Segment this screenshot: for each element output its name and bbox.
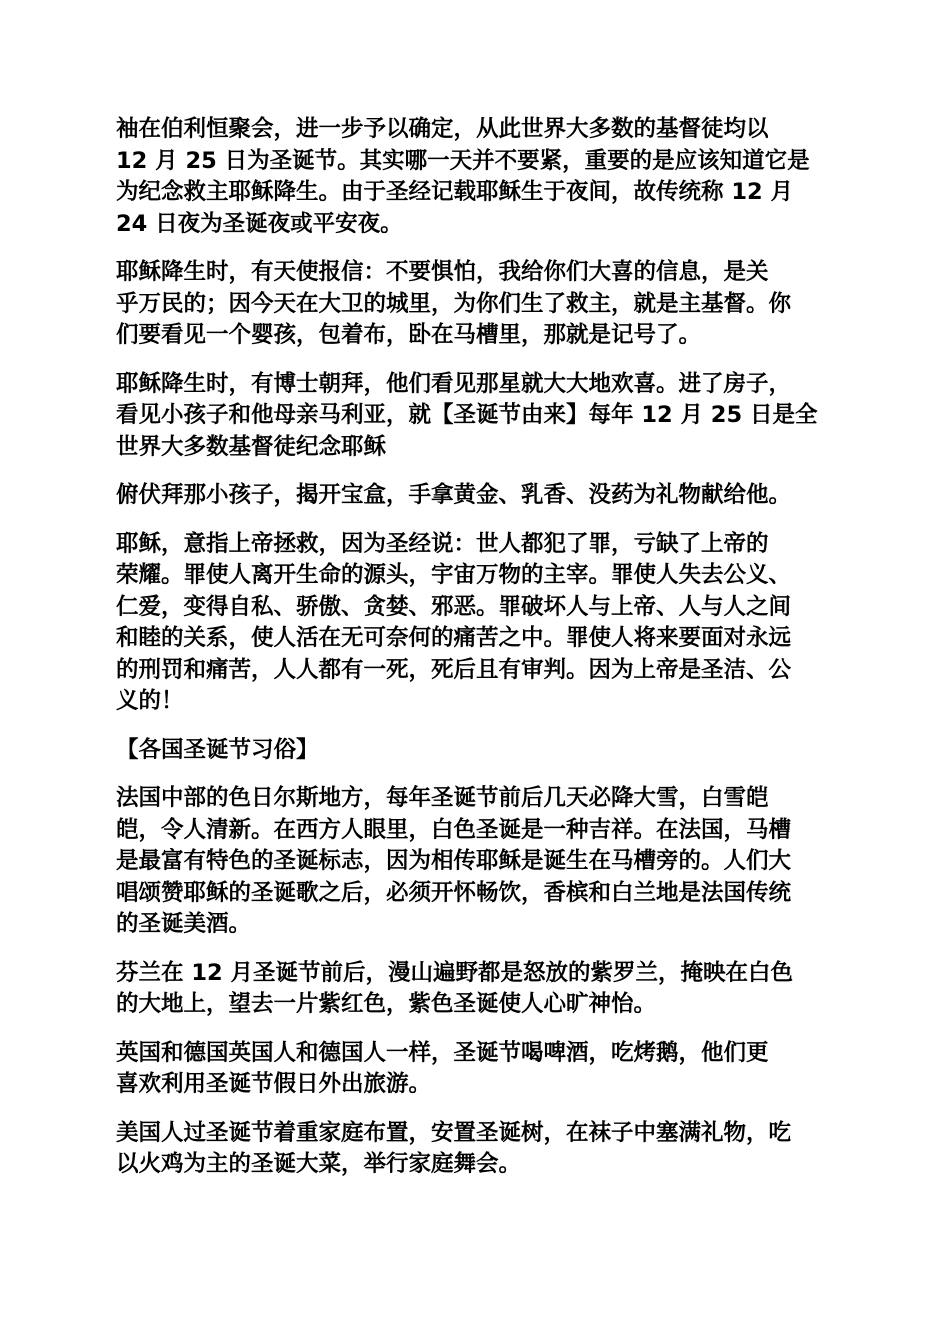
text-line: 唱颂赞耶稣的圣诞歌之后，必须开怀畅饮，香槟和白兰地是法国传统 — [116, 879, 792, 906]
text-line: 【各国圣诞节习俗】 — [116, 736, 319, 763]
paragraph-jesus-meaning — [116, 529, 838, 718]
section-heading-customs — [116, 735, 838, 767]
text-line: 的刑罚和痛苦，人人都有一死，死后且有审判。因为上帝是圣洁、公 — [116, 656, 792, 683]
paragraph-usa — [116, 1118, 838, 1181]
text-line: 英国和德国英国人和德国人一样，圣诞节喝啤酒，吃烤鹅，他们更 — [116, 1039, 769, 1066]
text-line: 是最富有特色的圣诞标志，因为相传耶稣是诞生在马槽旁的。人们大 — [116, 848, 792, 874]
text-line: 和睦的关系，使人活在无可奈何的痛苦之中。罪使人将来要面对永远 — [116, 625, 792, 651]
document-body — [116, 114, 838, 1198]
paragraph-uk-germany — [116, 1038, 838, 1101]
text-line: 仁爱，变得自私、骄傲、贪婪、邪恶。罪破坏人与上帝、人与人之间 — [116, 593, 792, 620]
text-line: 芬兰在 12 月圣诞节前后，漫山遍野都是怒放的紫罗兰，掩映在白色 — [116, 959, 793, 986]
text-line: 耶稣，意指上帝拯救，因为圣经说：世人都犯了罪，亏缺了上帝的 — [116, 530, 769, 557]
text-line: 12 月 25 日为圣诞节。其实哪一天并不要紧，重要的是应该知道它是 — [116, 147, 810, 174]
text-line: 世界大多数基督徒纪念耶稣 — [116, 433, 387, 460]
paragraph-magi — [116, 369, 838, 464]
text-line: 俯伏拜那小孩子，揭开宝盒，手拿黄金、乳香、没药为礼物献给他。 — [116, 482, 792, 508]
text-line: 耶稣降生时，有天使报信：不要惧怕，我给你们大喜的信息，是关 — [116, 259, 769, 285]
text-line: 的圣诞美酒。 — [116, 911, 252, 937]
text-line: 看见小孩子和他母亲马利亚，就【圣诞节由来】每年 12 月 25 日是全 — [116, 402, 818, 428]
paragraph-angel-message — [116, 257, 838, 352]
paragraph-gifts — [116, 480, 838, 512]
text-line: 法国中部的色日尔斯地方，每年圣诞节前后几天必降大雪，白雪皑 — [116, 785, 769, 811]
paragraph-christmas-date — [116, 114, 838, 240]
text-line: 荣耀。罪使人离开生命的源头，宇宙万物的主宰。罪使人失去公义、 — [116, 562, 792, 588]
text-line: 乎万民的；因今天在大卫的城里，为你们生了救主，就是主基督。你 — [116, 290, 792, 317]
text-line: 皑，令人清新。在西方人眼里，白色圣诞是一种吉祥。在法国，马槽 — [116, 816, 792, 843]
text-line: 的大地上，望去一片紫红色，紫色圣诞使人心旷神怡。 — [116, 991, 657, 1017]
text-line: 袖在伯利恒聚会，进一步予以确定，从此世界大多数的基督徒均以 — [116, 116, 769, 142]
text-line: 们要看见一个婴孩，包着布，卧在马槽里，那就是记号了。 — [116, 322, 702, 348]
paragraph-finland — [116, 958, 838, 1021]
text-line: 喜欢利用圣诞节假日外出旅游。 — [116, 1071, 432, 1097]
text-line: 以火鸡为主的圣诞大菜，举行家庭舞会。 — [116, 1151, 522, 1177]
text-line: 24 日夜为圣诞夜或平安夜。 — [116, 210, 403, 237]
text-line: 为纪念救主耶稣降生。由于圣经记载耶稣生于夜间，故传统称 12 月 — [116, 179, 793, 205]
text-line: 美国人过圣诞节着重家庭布置，安置圣诞树，在袜子中塞满礼物，吃 — [116, 1119, 792, 1146]
paragraph-france — [116, 783, 838, 941]
text-line: 耶稣降生时，有博士朝拜，他们看见那星就大大地欢喜。进了房子， — [116, 370, 792, 397]
text-line: 义的！ — [116, 688, 184, 714]
